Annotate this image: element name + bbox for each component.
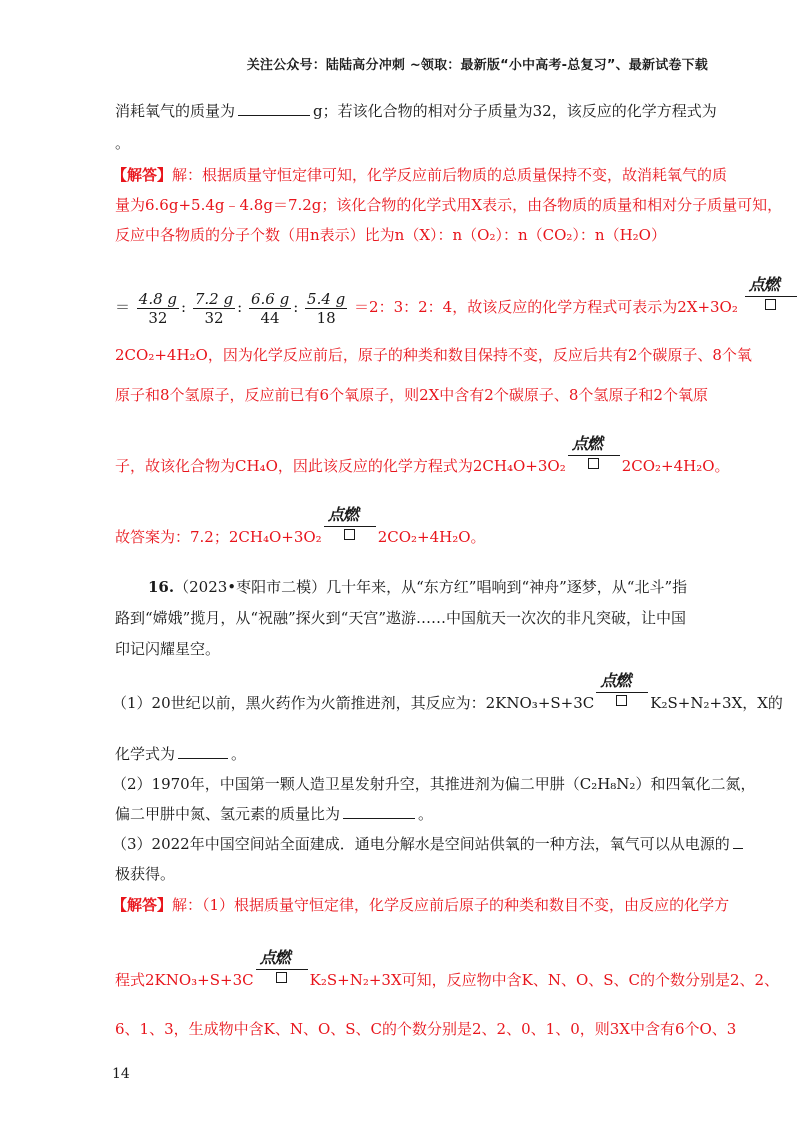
answer-blank bbox=[733, 834, 743, 849]
sub-question-2: （2）1970年，中国第一颗人造卫星发射升空，其推进剂为偏二甲肼（C₂H₈N₂）和四氧化二氮， bbox=[112, 775, 756, 793]
text-line: 消耗氧气的质量为 g；若该化合物的相对分子质量为32，该反应的化学方程式为 bbox=[115, 102, 717, 120]
answer-tag: 【解答】 bbox=[112, 166, 173, 184]
question-line: 路到“嫦娥”揽月，从“祝融”探火到“天宫”遨游……中国航天一次次的非凡突破，让中国 bbox=[115, 609, 687, 627]
answer-line: 2CO₂+4H₂O，因为化学反应前后，原子的种类和数目保持不变，反应后共有2个碳原子、8个氧 bbox=[115, 346, 752, 364]
fraction: $\frac{7.2 g}{32}$ bbox=[194, 289, 234, 327]
fraction: $\frac{5.4 g}{18}$ bbox=[307, 289, 346, 327]
answer-blank bbox=[343, 804, 415, 819]
question-line: 偏二甲肼中氮、氢元素的质量比为 。 bbox=[115, 805, 434, 823]
question-line: 极获得。 bbox=[115, 865, 176, 883]
question-line: 印记闪耀星空。 bbox=[115, 640, 221, 658]
answer-line: 【解答】解：根据质量守恒定律可知，化学反应前后物质的总质量保持不变，故消耗氧气的质 bbox=[112, 166, 728, 184]
page-number: 14 bbox=[112, 1066, 130, 1082]
reaction-condition-ignite: 点燃 bbox=[596, 680, 648, 712]
answer-line: 原子和8个氢原子，反应前已有6个氧原子，则2X中含有2个碳原子、8个氢原子和2个氧原 bbox=[115, 386, 708, 404]
answer-blank bbox=[238, 101, 310, 116]
answer-line: 子，故该化合物为CH₄O，因此该反应的化学方程式为2CH₄O+3O₂ 点燃 2CO₂+4H₂O。 bbox=[115, 434, 730, 475]
answer-line: 【解答】解：（1）根据质量守恒定律，化学反应前后原子的种类和数目不变，由反应的化学方 bbox=[112, 896, 730, 914]
answer-line: 程式2KNO₃+S+3C 点燃 K₂S+N₂+3X可知，反应物中含K、N、O、S、C的个数分别是2、2、 bbox=[115, 948, 780, 989]
answer-blank bbox=[178, 744, 228, 759]
answer-line: 故答案为：7.2；2CH₄O+3O₂ 点燃 2CO₂+4H₂O。 bbox=[115, 505, 486, 546]
question-16-line: 16.（2023•枣阳市二模）几十年来，从“东方红”唱响到“神舟”逐梦，从“北斗”指 bbox=[148, 578, 688, 596]
sub-question-3: （3）2022年中国空间站全面建成．通电分解水是空间站供氧的一种方法，氧气可以从电源的 bbox=[112, 833, 746, 854]
sub-question-1: （1）20世纪以前，黑火药作为火箭推进剂，其反应为：2KNO₃+S+3C 点燃 K₂S+N₂+3X，X的 bbox=[112, 671, 783, 712]
reaction-condition-ignite: 点燃 bbox=[568, 443, 620, 475]
reaction-condition-ignite: 点燃 bbox=[324, 514, 376, 546]
page-header: 关注公众号：陆陆高分冲刺 ~领取：最新版“小中高考-总复习”、最新试卷下载 bbox=[246, 58, 708, 73]
answer-tag: 【解答】 bbox=[112, 896, 173, 914]
fraction: $\frac{6.6 g}{44}$ bbox=[250, 289, 290, 327]
fraction-line: ＝ $\frac{4.8 g}{32}$ : $\frac{7.2 g}{32}$ : $\frac{6.6 g}{44}$ : $\frac{5.4 g}{18}$ ＝2：3：2：4，故该反应的化学方程式可表示为2X+3O₂ 点燃 bbox=[115, 284, 799, 327]
reaction-condition-ignite: 点燃 bbox=[745, 284, 797, 316]
answer-line: 6、1、3，生成物中含K、N、O、S、C的个数分别是2、2、0、1、0，则3X中含有6个O、3 bbox=[115, 1020, 737, 1038]
question-number: 16. bbox=[148, 578, 175, 596]
text-line: 。 bbox=[115, 134, 131, 152]
answer-line: 量为6.6g+5.4g﹣4.8g＝7.2g；该化合物的化学式用X表示，由各物质的质量和相对分子质量可知， bbox=[115, 196, 783, 214]
question-line: 化学式为 。 bbox=[115, 745, 247, 763]
fraction: $\frac{4.8 g}{32}$ bbox=[138, 289, 178, 327]
answer-line: 反应中各物质的分子个数（用n表示）比为n（X）：n（O₂）：n（CO₂）：n（H₂O） bbox=[115, 226, 666, 244]
reaction-condition-ignite: 点燃 bbox=[256, 957, 308, 989]
